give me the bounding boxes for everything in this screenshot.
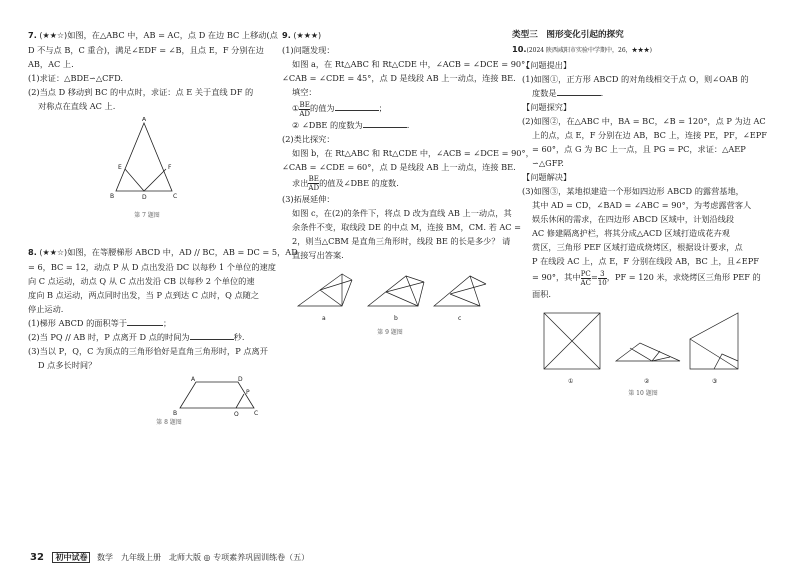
fraction-denominator: AD [299,109,311,118]
q8-text-1: 如图，在等腰梯形 ABCD 中，AD // BC，AB = DC = 5，AD [67,247,298,257]
q10-t3d: AC 修建隔离护栏，将其分成△ACD 区域打造成花卉观 [532,228,730,238]
q9-s2: (2)类比探究： [282,133,335,144]
answer-blank[interactable] [557,86,601,96]
q7-angle-edf [125,169,166,191]
column-left [28,28,298,430]
q10-t3h: 面积. [532,288,551,299]
q10-fraction-3-10 [598,270,607,287]
q9-figure-a [298,274,352,322]
q8-part2 [28,330,266,344]
q9-s3c: 2，则当△CBM 是直角三角形时，线段 BE 的长是多少？ 请 [292,236,511,246]
answer-blank[interactable] [363,118,407,128]
answer-blank[interactable] [335,101,379,111]
q9-s2c [282,174,498,193]
q10-t1b-end: . [600,88,604,98]
q8-part3a: (3)当以 P，Q，C 为顶点的三角形恰好是直角三角形时，P 点离开 [28,346,268,356]
q10-equals: = [590,272,598,282]
section-title: 类型三 图形变化引起的探究 [512,30,624,40]
q9-s1a: 如图 a，在 Rt△ABC 和 Rt△CDE 中，∠ACB = ∠DCE = 90°， [292,59,534,69]
q7-label-c: C [173,193,178,200]
q9-sub-a: a [322,315,326,322]
fraction-numerator: BE [308,175,319,183]
q10-t3g [512,268,774,287]
column-right [512,28,774,401]
page-number: 32 [30,552,44,563]
q9-s3a: 如图 c，在(2)的条件下，将点 D 改为直线 AB 上一动点，其 [292,208,512,218]
q8-text-2: = 6，BC = 12，动点 P 从 D 点出发沿 DC 以每秒 1 个单位的速度 [28,262,276,272]
q8-stars: (★★☆) [39,248,68,257]
q9-s3d: 直接写出答案. [292,250,344,260]
q9-s1: (1)问题发现： [282,45,335,55]
q10-t3c: 娱乐休闲的需求，在四边形 ABCD 区域中，计划沿线段 [532,214,735,224]
q10-h3: 【问题解决】 [522,172,572,182]
q10-source: (2024 陕西咸阳市实验中学期中，26，★★★) [526,47,653,54]
q8-figure [28,374,266,416]
q9-s2b: ∠CAB = ∠CDE = 60°，点 D 是线段 AB 上一动点，连接 BE. [282,161,516,172]
q9-s3b: 余条件不变，取线段 DE 的中点 M，连接 BM，CM. 若 AC = [292,222,522,232]
q7-text-3: AB，AC 上. [28,59,74,69]
q10-t1b [512,86,774,100]
q10-figure-1 [544,313,600,385]
q8-part1 [28,316,266,330]
brand-logo: 初中试卷 [52,552,90,563]
q8-label-b: B [173,410,178,416]
q9-fraction-be-ad-2 [308,175,319,192]
q8-label-p: P [246,389,250,396]
q10-t1b-text: 度数是 [532,88,557,98]
q8-number: 8. [28,247,37,257]
answer-blank[interactable] [127,316,163,326]
q7-caption: 第 7 题图 [134,212,160,219]
q10-number: 10. [512,44,527,54]
q9-sub-c: c [458,315,462,322]
q7-text-1: 如图，在△ABC 中，AB = AC，点 D 在边 BC 上移动(点 [67,30,278,40]
q8-line1 [28,245,298,260]
q8-label-d: D [238,376,243,383]
q8-label-q: Q [234,411,239,416]
fraction-numerator: 3 [598,270,607,279]
q9-stars: (★★★) [293,31,322,40]
fraction-numerator: BE [299,100,310,109]
q8-part3b: D 点多长时间？ [38,360,97,370]
q10-t2a: (2)如图②，在△ABC 中，BA = BC，∠B = 120°，点 P 为边 AC [522,116,766,126]
q8-part1-end: ； [163,318,172,328]
q8-part2-end: 秒. [233,332,245,342]
q10-h1: 【问题提出】 [522,60,572,70]
q7-part2a: (2)当点 D 移动到 BC 的中点时，求证：点 E 关于直线 DF 的 [28,87,254,97]
q7-stars: (★★☆) [39,31,68,40]
q10-t3a: (3)如图③，某地拟建造一个形如四边形 ABCD 的露营基地， [522,186,744,196]
q10-figure-3 [690,313,738,385]
q9-fill2 [282,118,498,132]
q7-label-f: F [168,164,172,171]
q10-fig1-label: ① [568,377,574,385]
q9-fill1-text: 的值为 [310,103,335,113]
q8-caption: 第 8 题图 [156,419,182,426]
q9-figure-b [368,276,424,322]
q10-fig2-label: ② [644,377,650,385]
q7-text-2: D 不与点 B，C 重合)，满足∠EDF = ∠B，且点 E，F 分别在边 [28,45,264,55]
q10-h2: 【问题探究】 [522,102,572,112]
q9-figure [282,266,498,326]
q9-s2c-pre: 求出 [292,177,309,188]
q10-caption: 第 10 题图 [628,389,658,397]
q9-s1c: 填空： [292,87,317,97]
q7-label-b: B [110,193,115,200]
q10-t3b: 其中 AD = CD，∠BAD = ∠ABC = 90°，为考虑露营客人 [532,200,752,210]
page-footer [30,552,309,563]
q9-number: 9. [282,30,291,40]
q9-s1b: ∠CAB = ∠CDE = 45°，点 D 是线段 AB 上一动点，连接 BE. [282,73,516,83]
q10-t3g-post: ，PF = 120 米，求烧烤区三角形 PEF 的 [606,272,761,282]
q8-text-5: 停止运动. [28,304,64,314]
q9-s2c-post: 的值及∠DBE 的度数. [319,177,399,188]
q10-t3f: P 在线段 AC 上，点 E，F 分别在线段 AB，BC 上，且∠EPF [532,256,759,266]
footer-text: 数学 九年级上册 北师大版 ◎ 专项素养巩固训练卷（五） [97,553,310,562]
q8-part2-text: (2)当 PQ // AB 时，P 点离开 D 点的时间为 [28,332,190,342]
q8-label-a: A [191,376,196,383]
q9-figure-c [434,276,486,322]
q7-label-d: D [142,194,147,201]
q10-t1a: (1)如图①，正方形 ABCD 的对角线相交于点 O，则∠OAB 的 [522,74,749,84]
q9-s2a: 如图 b，在 Rt△ABC 和 Rt△CDE 中，∠ACB = ∠DCE = 90°， [292,147,534,158]
q8-label-c: C [254,410,259,416]
fraction-denominator: 10 [597,278,607,287]
q7-label-a: A [142,117,147,123]
q9-caption: 第 9 题图 [377,329,403,336]
q9-fill2-text: ② ∠DBE 的度数为 [292,119,363,130]
q8-part1-text: (1)梯形 ABCD 的面积等于 [28,318,128,328]
q7-part1: (1)求证：△BDE∽△CFD. [28,73,123,83]
q10-t3e: 赏区，三角形 PEF 区域打造成烧烤区，根据设计要求，点 [532,242,743,252]
q7-part2b: 对称点在直线 AC 上. [38,101,116,111]
q7-label-e: E [118,164,122,171]
q9-fill2-end: . [406,119,410,130]
q7-triangle-abc [116,123,172,191]
q7-number: 7. [28,30,37,40]
q7-figure [28,117,266,209]
q8-trapezoid [180,382,254,408]
q10-t2b: 上的点，点 E，F 分别在边 AB，BC 上，连接 PE，PF，∠EPF [532,130,767,140]
q10-figure [512,305,774,387]
fraction-numerator: PC [580,269,591,278]
q10-t3g-pre: = 90°，其中 [532,272,581,282]
q10-fig3-label: ③ [712,377,718,385]
q9-s3: (3)拓展延伸： [282,194,335,204]
q10-figure-2 [616,343,680,385]
q10-fraction-pc-ac [581,270,591,287]
q7-line1 [28,28,278,43]
fraction-denominator: AC [580,278,591,287]
q9-fraction-be-ad [299,101,310,118]
q10-t2d: ∽△GFP. [532,158,564,168]
q8-text-4: 度向 B 点运动，两点同时出发，当 P 点到达 C 点时，Q 点随之 [28,290,260,300]
q10-header [512,42,774,58]
q9-fill1: ① $\frac{BE}{AD}$ 的值为 ； [292,100,387,118]
answer-blank[interactable] [190,330,234,340]
q9-header [282,28,498,43]
q10-t2c: = 60°，点 G 为 BC 上一点，且 PG = PC，求证：△AEP [532,144,746,154]
q9-fill1-end: ； [378,103,387,113]
q8-text-3: 向 C 点运动，动点 Q 从 C 点出发沿 CB 以每秒 2 个单位的速 [28,276,255,286]
q8-segment-pq [236,394,244,408]
q9-sub-b: b [394,315,398,322]
fraction-denominator: AD [308,184,320,192]
